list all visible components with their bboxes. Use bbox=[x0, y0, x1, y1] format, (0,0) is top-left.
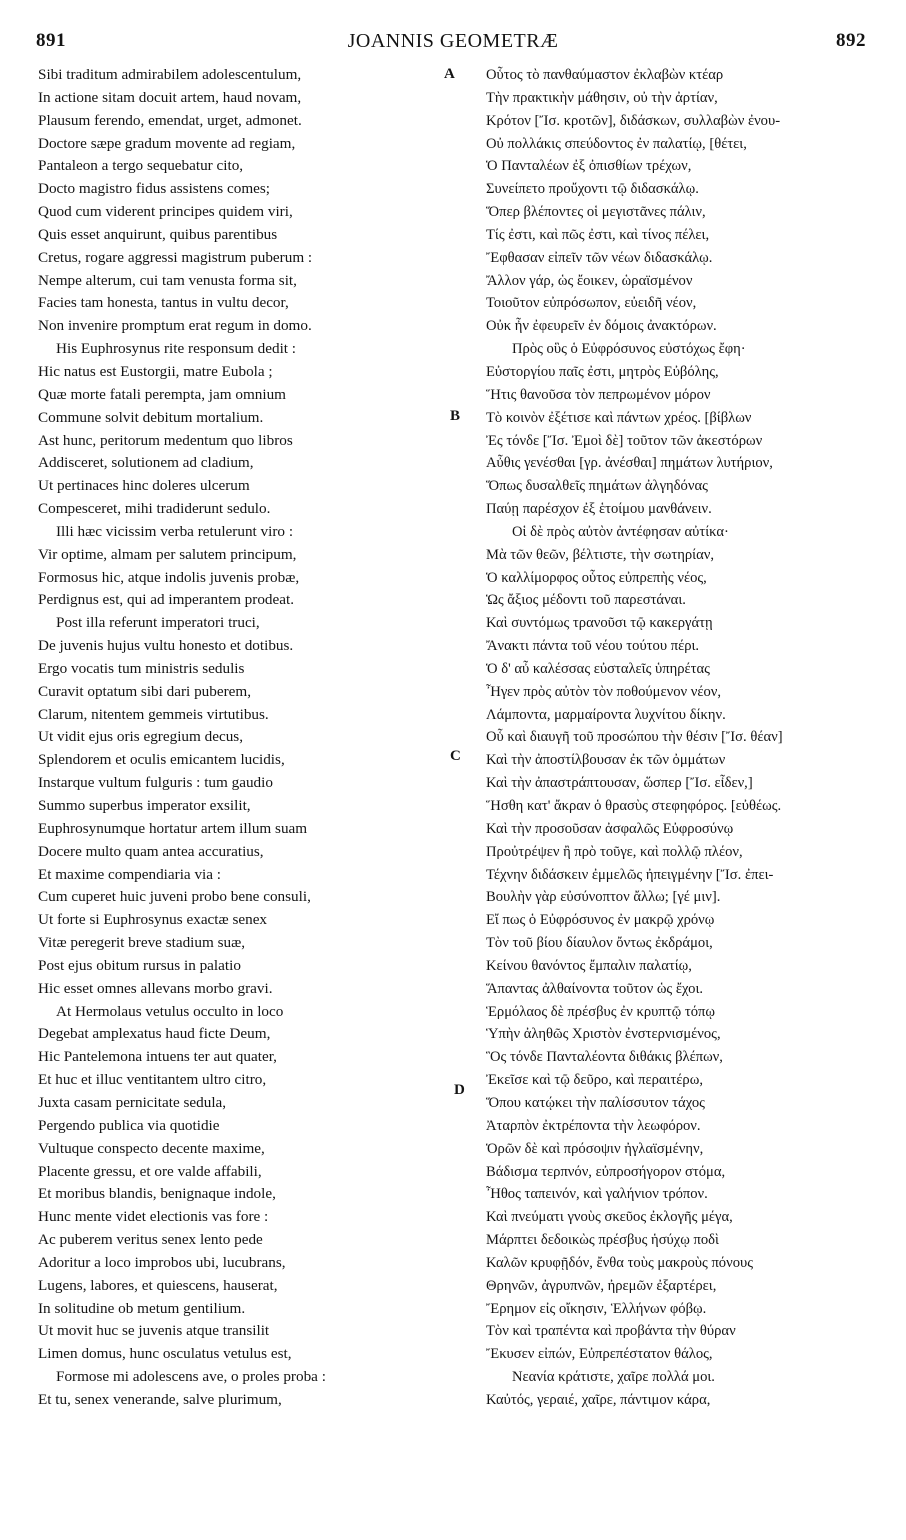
greek-verse-line: Ἦγεν πρὸς αὐτὸν τὸν ποθούμενον νέον, bbox=[486, 683, 722, 700]
greek-verse-line: Ἔκυσεν εἰπών, Εὐπρεπέστατον θάλος, bbox=[486, 1346, 713, 1363]
latin-verse-line: Limen domus, hunc osculatus vetulus est, bbox=[38, 1345, 292, 1363]
latin-verse-line: Cretus, rogare aggressi magistrum puberum : bbox=[38, 248, 313, 266]
latin-verse-line: Pantaleon a tergo sequebatur cito, bbox=[38, 157, 244, 175]
latin-verse-line: Addisceret, solutionem ad cladium, bbox=[38, 454, 254, 472]
greek-verse-line: Ὅπερ βλέποντες οἱ μεγιστᾶνες πάλιν, bbox=[486, 204, 706, 221]
latin-verse-line: Degebat amplexatus haud ficte Deum, bbox=[38, 1025, 271, 1043]
greek-verse-line: Καὶ τὴν ἀπαστράπτουσαν, ὥσπερ [Ἴσ. εἶδεν,] bbox=[486, 775, 753, 792]
greek-verse-line: Ὁ δ' αὖ καλέσσας εὐσταλεῖς ὑπηρέτας bbox=[486, 660, 710, 677]
latin-verse-line: Quod cum viderent principes quidem viri, bbox=[38, 203, 293, 221]
latin-verse-line: Curavit optatum sibi dari puberem, bbox=[38, 682, 252, 700]
greek-verse-line: Κείνου θανόντος ἔμπαλιν παλατίῳ, bbox=[486, 957, 692, 974]
latin-verse-line: Formosus hic, atque indolis juvenis probæ, bbox=[38, 568, 300, 586]
greek-verse-line: Τὸν καὶ τραπέντα καὶ προβάντα τὴν θύραν bbox=[486, 1323, 736, 1340]
latin-verse-line: At Hermolaus vetulus occulto in loco bbox=[56, 1002, 284, 1020]
greek-verse-line: Θρηνῶν, ἀγρυπνῶν, ἠρεμῶν ἐξαρτέρει, bbox=[486, 1277, 717, 1294]
latin-verse-line: Et moribus blandis, benignaque indole, bbox=[38, 1185, 276, 1203]
latin-verse-line: Clarum, nitentem gemmeis virtutibus. bbox=[38, 705, 269, 723]
latin-verse-line: Perdignus est, qui ad imperantem prodeat. bbox=[38, 591, 295, 609]
greek-verse-line: Τοιοῦτον εὐπρόσωπον, εὐειδῆ νέον, bbox=[486, 295, 697, 312]
section-marker-c: C bbox=[450, 748, 461, 764]
greek-verse-line: Κρότον [Ἴσ. κροτῶν], διδάσκων, συλλαβὼν ἐνου- bbox=[486, 112, 781, 129]
latin-verse-line: Compesceret, mihi tradiderunt sedulo. bbox=[38, 500, 271, 518]
greek-verse-line: Τὸ κοινὸν ἐξέτισε καὶ πάντων χρέος. [βίβλων bbox=[486, 409, 752, 426]
latin-verse-line: Post ejus obitum rursus in palatio bbox=[38, 956, 241, 974]
latin-verse-line: Ac puberem veritus senex lento pede bbox=[38, 1231, 263, 1249]
greek-verse-line: Ὅπου κατῴκει τὴν παλίσσυτον τάχος bbox=[486, 1094, 705, 1111]
greek-verse-line: Εὐστοργίου παῖς ἐστι, μητρὸς Εὐβόλης, bbox=[486, 363, 719, 380]
greek-verse-line: Αὖθις γενέσθαι [γρ. ἀνέσθαι] πημάτων λυτήριον, bbox=[486, 455, 773, 472]
greek-verse-line: Οὗτος τὸ πανθαύμαστον ἐκλαβὼν κτέαρ bbox=[486, 67, 724, 83]
latin-verse-line: Ut movit huc se juvenis atque transilit bbox=[38, 1322, 270, 1340]
greek-verse-line: Μάρπτει δεδοικὼς πρέσβυς ἡσύχῳ ποδὶ bbox=[486, 1232, 719, 1249]
greek-verse-line: Βουλὴν γὰρ εὐσύνοπτον ἄλλω; [γέ μιν]. bbox=[486, 889, 721, 906]
latin-verse-line: Et huc et illuc ventitantem ultro citro, bbox=[38, 1071, 267, 1089]
greek-verse-line: Ἔφθασαν εἰπεῖν τῶν νέων διδασκάλῳ. bbox=[486, 249, 713, 266]
greek-verse-line: Συνείπετο προὔχοντι τῷ διδασκάλῳ. bbox=[486, 181, 699, 198]
latin-verse-line: Ut pertinaces hinc doleres ulcerum bbox=[38, 477, 250, 495]
greek-verse-line: Οἱ δὲ πρὸς αὐτὸν ἀντέφησαν αὐτίκα· bbox=[512, 523, 729, 540]
greek-verse-line: Οὗ καὶ διαυγῆ τοῦ προσώπου τὴν θέσιν [Ἴσ. θέαν] bbox=[486, 729, 783, 746]
page-number-left: 891 bbox=[36, 30, 66, 51]
latin-verse-line: Post illa referunt imperatori truci, bbox=[56, 614, 260, 632]
latin-verse-line: Ast hunc, peritorum medentum quo libros bbox=[38, 431, 293, 449]
greek-verse-line: Πρὸς οὓς ὁ Εὐφρόσυνος εὐστόχως ἔφη· bbox=[512, 341, 746, 358]
latin-verse-line: Non invenire promptum erat regum in domo. bbox=[38, 317, 312, 335]
latin-verse-line: Hic Pantelemona intuens ter aut quater, bbox=[38, 1048, 277, 1066]
latin-verse-line: Summo superbus imperator exsilit, bbox=[38, 797, 251, 814]
greek-verse-line: Οὐ πολλάκις σπεύδοντος ἐν παλατίῳ, [θέτει, bbox=[486, 135, 747, 152]
latin-verse-line: Docto magistro fidus assistens comes; bbox=[38, 180, 271, 198]
greek-verse-line: Ἦθος ταπεινόν, καὶ γαλήνιον τρόπον. bbox=[486, 1186, 708, 1203]
greek-verse-line: Ὁ Πανταλέων ἐξ ὀπισθίων τρέχων, bbox=[486, 158, 692, 175]
latin-verse-line: Lugens, labores, et quiescens, hauserat, bbox=[38, 1276, 278, 1294]
greek-verse-line: Λάμποντα, μαρμαίροντα λυχνίτου δίκην. bbox=[486, 706, 726, 723]
greek-verse-line: Ἐς τόνδε [Ἴσ. Ἐμοὶ δὲ] τοῦτον τῶν ἀκεστόρων bbox=[486, 432, 763, 449]
greek-verse-line: Οὐκ ἦν ἐφευρεῖν ἐν δόμοις ἀνακτόρων. bbox=[486, 318, 717, 335]
greek-verse-line: Προὐτρέψεν ἢ πρὸ τοῦγε, καὶ πολλῷ πλέον, bbox=[486, 843, 743, 860]
running-title: JOANNIS GEOMETRÆ bbox=[347, 30, 559, 52]
greek-verse-line: Ὃς τόνδε Πανταλέοντα διθάκις βλέπων, bbox=[486, 1049, 723, 1066]
latin-verse-line: Commune solvit debitum mortalium. bbox=[38, 408, 264, 426]
latin-verse-line: Doctore sæpe gradum movente ad regiam, bbox=[38, 134, 296, 152]
latin-verse-line: Vitæ peregerit breve stadium suæ, bbox=[38, 934, 246, 952]
greek-verse-line: Εἴ πως ὁ Εὐφρόσυνος ἐν μακρῷ χρόνῳ bbox=[486, 912, 715, 929]
greek-verse-line: Καὶ τὴν προσοῦσαν ἀσφαλῶς Εὐφροσύνῳ bbox=[486, 820, 734, 837]
latin-verse-line: Plausum ferendo, emendat, urget, admonet. bbox=[38, 111, 302, 129]
latin-verse-line: Nempe alterum, cui tam venusta forma sit, bbox=[38, 271, 297, 289]
greek-verse-line: Ἀταρπὸν ἐκτρέποντα τὴν λεωφόρον. bbox=[486, 1117, 701, 1134]
greek-verse-line: Ἄνακτι πάντα τοῦ νέου τούτου πέρι. bbox=[486, 638, 700, 655]
latin-verse-line: Illi hæc vicissim verba retulerunt viro : bbox=[56, 522, 294, 540]
latin-verse-line: Quis esset anquirunt, quibus parentibus bbox=[38, 225, 278, 243]
latin-verse-line: His Euphrosynus rite responsum dedit : bbox=[56, 340, 297, 358]
latin-verse-line: Hunc mente videt electionis vas fore : bbox=[38, 1208, 269, 1226]
latin-verse-line: Quæ morte fatali perempta, jam omnium bbox=[38, 385, 286, 403]
latin-verse-line: Splendorem et oculis emicantem lucidis, bbox=[38, 751, 285, 769]
latin-verse-line: Docere multo quam antea accuratius, bbox=[38, 842, 264, 860]
latin-verse-line: In actione sitam docuit artem, haud novam, bbox=[38, 88, 302, 106]
latin-verse-line: Pergendo publica via quotidie bbox=[38, 1116, 220, 1134]
greek-verse-line: Ἑρμόλαος δὲ πρέσβυς ἐν κρυπτῷ τόπῳ bbox=[486, 1003, 716, 1020]
latin-verse-line: Et tu, senex venerande, salve plurimum, bbox=[38, 1390, 282, 1408]
latin-verse-line: Cum cuperet huic juveni probo bene consuli, bbox=[38, 888, 311, 906]
latin-column bbox=[38, 64, 438, 1412]
section-marker-a: A bbox=[444, 66, 455, 82]
greek-verse-line: Βάδισμα τερπνόν, εὐπροσήγορον στόμα, bbox=[486, 1163, 726, 1180]
latin-verse-line: Euphrosynumque hortatur artem illum suam bbox=[38, 819, 308, 837]
greek-verse-line: Νεανία κράτιστε, χαῖρε πολλά μοι. bbox=[512, 1369, 715, 1386]
latin-verse-line: Ergo vocatis tum ministris sedulis bbox=[38, 659, 245, 677]
latin-verse-line: Hic natus est Eustorgii, matre Eubola ; bbox=[38, 362, 273, 380]
page-header bbox=[0, 30, 906, 62]
latin-verse-line: In solitudine ob metum gentilium. bbox=[38, 1299, 246, 1317]
greek-verse-line: Ὁρῶν δὲ καὶ πρόσοψιν ἠγλαϊσμένην, bbox=[486, 1140, 704, 1157]
greek-verse-line: Μὰ τῶν θεῶν, βέλτιστε, τὴν σωτηρίαν, bbox=[486, 546, 714, 563]
greek-verse-line: Τέχνην διδάσκειν ἐμμελῶς ἠπειγμένην [Ἴσ. ἐπει- bbox=[486, 866, 774, 883]
greek-verse-line: Τὴν πρακτικὴν μάθησιν, οὐ τὴν ἀρτίαν, bbox=[486, 89, 718, 106]
latin-verse-line: Instarque vultum fulguris : tum gaudio bbox=[38, 774, 273, 792]
latin-verse-line: Ut forte si Euphrosynus exactæ senex bbox=[38, 911, 268, 929]
latin-verse-line: Facies tam honesta, tantus in vultu decor, bbox=[38, 294, 289, 312]
latin-verse-line: De juvenis hujus vultu honesto et dotibus. bbox=[38, 637, 294, 655]
greek-verse-line: Ἔρημον εἰς οἴκησιν, Ἑλλήνων φόβῳ. bbox=[486, 1300, 707, 1317]
latin-verse-line: Formose mi adolescens ave, o proles proba : bbox=[56, 1368, 326, 1386]
greek-verse-line: Ὁ καλλίμορφος οὗτος εὐπρεπὴς νέος, bbox=[486, 569, 707, 586]
latin-verse-line: Hic esset omnes allevans morbo gravi. bbox=[38, 979, 273, 997]
greek-verse-line: Ἐκεῖσε καὶ τῷ δεῦρο, καὶ περαιτέρω, bbox=[486, 1072, 703, 1089]
latin-verse-line: Placente gressu, et ore valde affabili, bbox=[38, 1162, 262, 1180]
latin-verse-line: Vultuque conspecto decente maxime, bbox=[38, 1139, 265, 1157]
section-marker-d: D bbox=[454, 1082, 465, 1098]
greek-verse-line: Τίς ἐστι, καὶ πῶς ἐστι, καὶ τίνος πέλει, bbox=[486, 226, 710, 243]
section-marker-b: B bbox=[450, 408, 461, 424]
greek-verse-line: Ὡς ἄξιος μέδοντι τοῦ παρεστάναι. bbox=[486, 592, 686, 609]
greek-verse-line: Καὐτός, γεραιέ, χαῖρε, πάντιμον κάρα, bbox=[486, 1391, 711, 1408]
latin-verse-line: Et maxime compendiaria via : bbox=[38, 865, 222, 883]
latin-verse-line: Ut vidit ejus oris egregium decus, bbox=[38, 728, 243, 746]
greek-verse-line: Καὶ πνεύματι γνοὺς σκεῦος ἐκλογῆς μέγα, bbox=[486, 1209, 733, 1226]
greek-verse-line: Ἥτις θανοῦσα τὸν πεπρωμένον μόρον bbox=[486, 386, 711, 403]
page-number-right: 892 bbox=[836, 30, 866, 51]
greek-verse-line: Ἄλλον γάρ, ὡς ἔοικεν, ὡραϊσμένον bbox=[486, 272, 693, 289]
greek-verse-line: Ὅπως δυσαλθεῖς πημάτων ἀλγηδόνας bbox=[486, 478, 708, 495]
greek-verse-line: Καλῶν κρυφῇδόν, ἔνθα τοὺς μακροὺς πόνους bbox=[486, 1254, 754, 1271]
greek-verse-line: Ὑπὴν ἀληθῶς Χριστὸν ἐνστερνισμένος, bbox=[486, 1026, 721, 1043]
greek-verse-line: Παύῃ παρέσχον ἐξ ἑτοίμου μανθάνειν. bbox=[486, 501, 712, 518]
greek-verse-line: Ἅπαντας ἀλθαίνοντα τοῦτον ὡς ἔχοι. bbox=[486, 980, 704, 997]
greek-column bbox=[486, 64, 886, 1412]
latin-verse-line: Sibi traditum admirabilem adolescentulum, bbox=[38, 66, 302, 83]
greek-verse-line: Τὸν τοῦ βίου δίαυλον ὄντως ἐκδράμοι, bbox=[486, 935, 713, 952]
latin-verse-line: Juxta casam pernicitate sedula, bbox=[38, 1093, 227, 1111]
greek-verse-line: Ἥσθη κατ' ἄκραν ὁ θρασὺς στεφηφόρος. [εὐθέως. bbox=[486, 798, 782, 814]
greek-verse-line: Καὶ τὴν ἀποστίλβουσαν ἐκ τῶν ὀμμάτων bbox=[486, 752, 726, 769]
latin-verse-line: Adoritur a loco improbos ubi, lucubrans, bbox=[38, 1253, 286, 1271]
latin-verse-line: Vir optime, almam per salutem principum, bbox=[38, 545, 297, 563]
greek-verse-line: Καὶ συντόμως τρανοῦσι τῷ κακεργάτῃ bbox=[486, 615, 713, 632]
